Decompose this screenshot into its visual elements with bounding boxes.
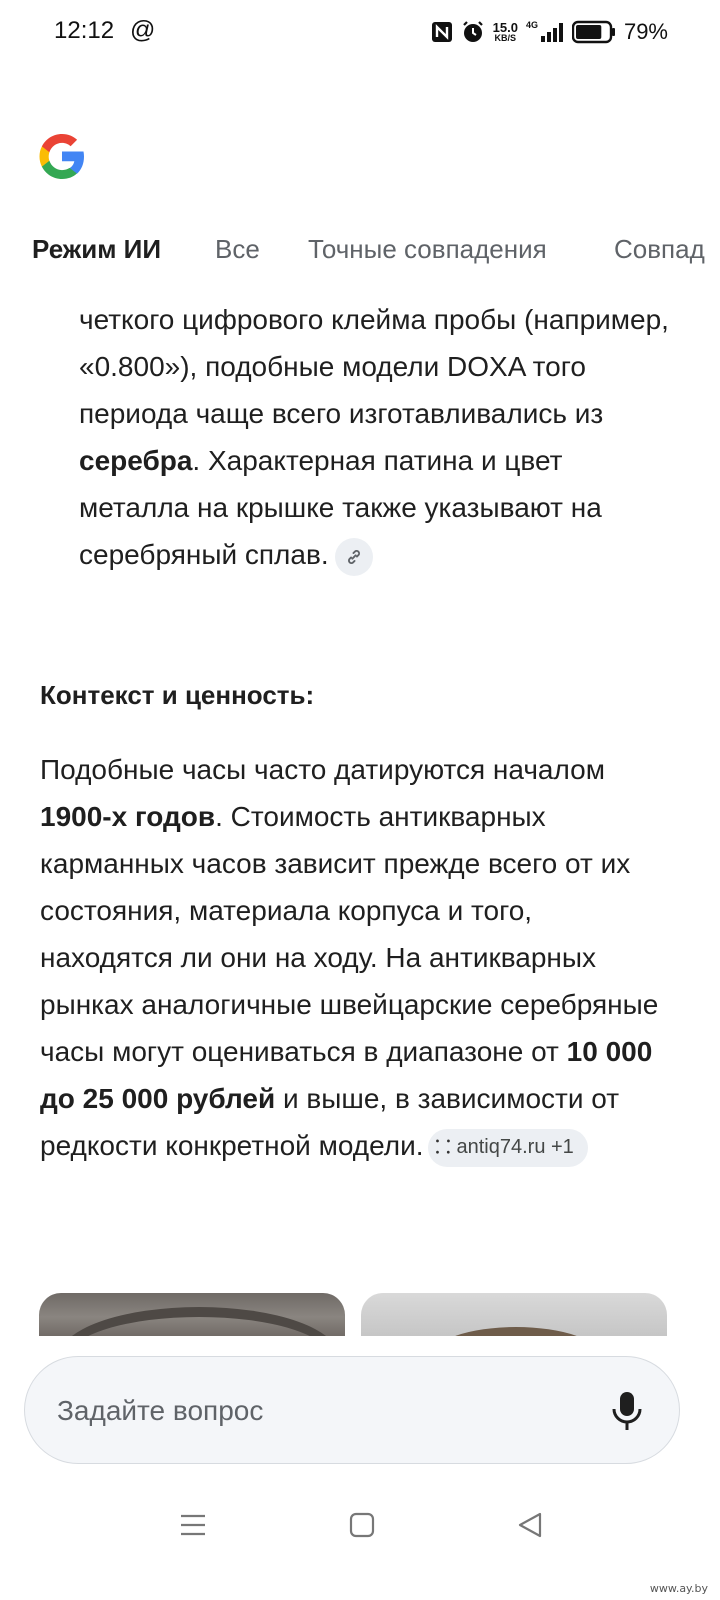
link-icon	[344, 547, 364, 567]
ai-answer	[0, 290, 720, 1336]
status-bar	[0, 0, 720, 64]
back-button-icon[interactable]	[515, 1510, 545, 1540]
tab-exact-matches[interactable]: Точные совпадения	[308, 234, 547, 264]
nfc-icon	[431, 21, 453, 43]
ask-bar	[24, 1356, 680, 1464]
network-speed: 15.0 KB/S	[492, 20, 518, 43]
tab-ai-mode[interactable]: Режим ИИ	[32, 234, 162, 264]
microphone-icon[interactable]	[611, 1391, 643, 1431]
context-paragraph: Подобные часы часто датируются началом 1900-х годов. Стоимость антикварных карманных часов зависит прежде всего от их состояния, материала корпуса и того, находятся ли они на ходу. На антикварных рынках аналогичные швейцарские серебряные часы могут оцениваться в диапазоне от 10 000 до 25 000 рублей и выше, в зависимости от редкости конкретной модели. ⸬ antiq74.ru +1	[40, 746, 670, 1169]
watermark: www.ay.by	[649, 1582, 708, 1595]
tab-matches[interactable]: Совпад	[614, 234, 705, 264]
network-type: 4G	[525, 20, 538, 30]
result-image-watch-1[interactable]	[39, 1293, 345, 1336]
bullet-text: четкого цифрового клейма пробы (например, «0.800»), подобные модели DOXA того периода чаще всего изготавливались из серебра. Характерная патина и цвет металла на крышке также указывают на серебряный сплав.	[79, 296, 679, 578]
signal-icon	[540, 21, 564, 43]
alarm-icon	[461, 20, 485, 44]
source-link-button[interactable]	[335, 538, 373, 576]
section-heading: Контекст и ценность:	[40, 680, 315, 710]
site-favicon-icon: ⸬	[435, 1137, 451, 1158]
source-chip[interactable]: ⸬ antiq74.ru +1	[428, 1129, 588, 1167]
google-logo-icon[interactable]	[32, 126, 92, 186]
status-time: 12:12	[54, 17, 115, 44]
search-tabs	[0, 228, 720, 274]
notification-icon: @	[130, 16, 156, 44]
system-nav-bar	[0, 1490, 720, 1560]
ask-input[interactable]	[55, 1387, 579, 1435]
home-button-icon[interactable]	[347, 1510, 377, 1540]
battery-icon	[572, 20, 616, 44]
result-image-watch-2[interactable]	[361, 1293, 667, 1336]
battery-percent: 79%	[623, 19, 668, 44]
tab-all[interactable]: Все	[215, 234, 260, 264]
recents-menu-icon[interactable]	[178, 1510, 208, 1540]
